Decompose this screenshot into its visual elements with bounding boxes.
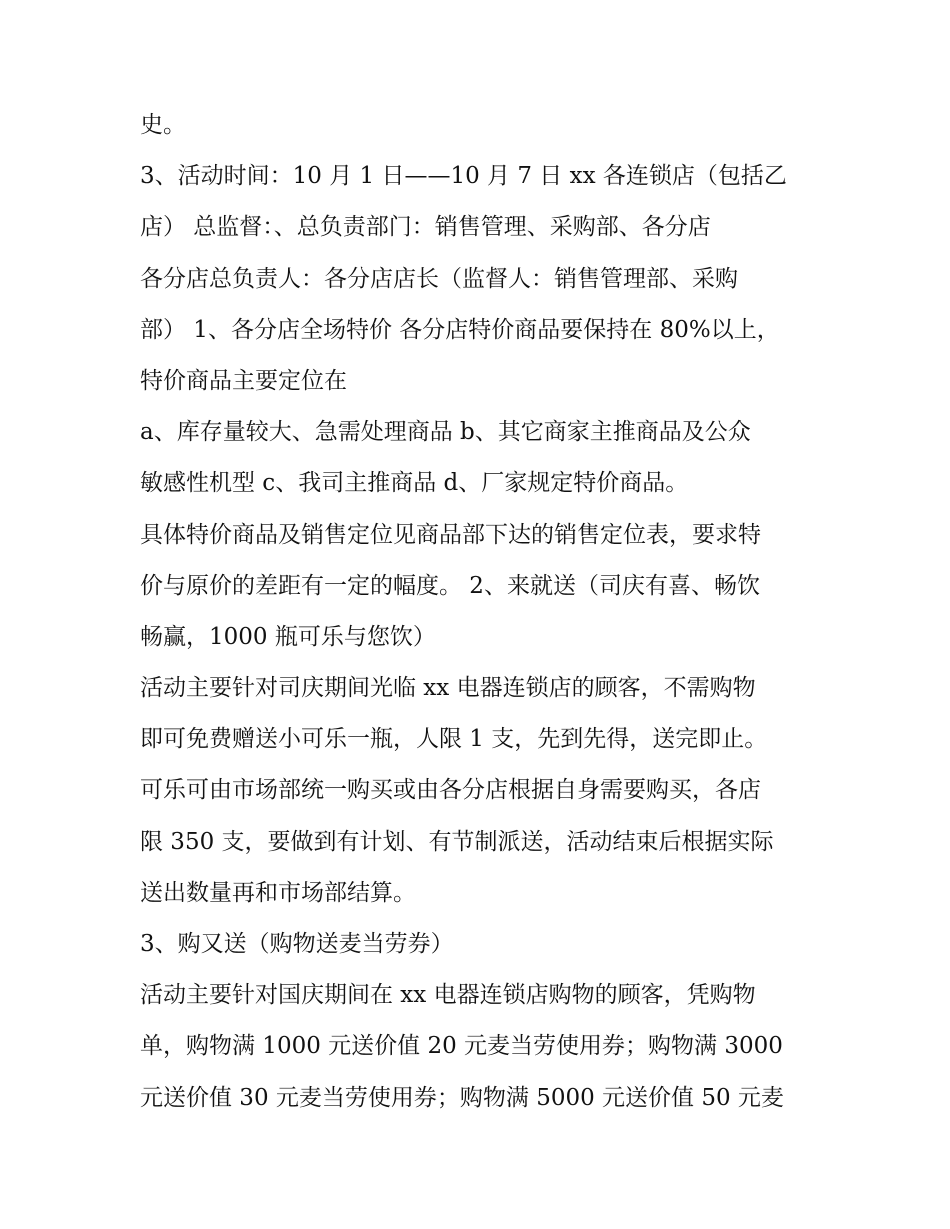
text-line: 单，购物满 1000 元送价值 20 元麦当劳使用券；购物满 3000 bbox=[140, 1033, 783, 1060]
text-line: 可乐可由市场部统一购买或由各分店根据自身需要购买，各店 bbox=[140, 777, 761, 804]
text-line: 送出数量再和市场部结算。 bbox=[140, 879, 416, 906]
text-line: 特价商品主要定位在 bbox=[140, 367, 347, 394]
text-line: 3、购又送（购物送麦当劳券） bbox=[140, 931, 454, 957]
text-line: a、库存量较大、急需处理商品 b、其它商家主推商品及公众 bbox=[140, 419, 751, 446]
text-line: 价与原价的差距有一定的幅度。 2、来就送（司庆有喜、畅饮 bbox=[140, 572, 760, 599]
text-line: 史。 bbox=[140, 112, 186, 138]
text-line: 元送价值 30 元麦当劳使用券；购物满 5000 元送价值 50 元麦 bbox=[140, 1084, 784, 1111]
text-line: 即可免费赠送小可乐一瓶，人限 1 支，先到先得，送完即止。 bbox=[140, 726, 768, 753]
text-line: 3、活动时间：10 月 1 日——10 月 7 日 xx 各连锁店（包括乙 bbox=[140, 163, 787, 190]
text-line: 活动主要针对国庆期间在 xx 电器连锁店购物的顾客，凭购物 bbox=[140, 982, 756, 1009]
text-line: 限 350 支，要做到有计划、有节制派送，活动结束后根据实际 bbox=[140, 828, 774, 855]
text-line: 部） 1、各分店全场特价 各分店特价商品要保持在 80%以上， bbox=[140, 316, 780, 343]
text-line: 店） 总监督：、总负责部门：销售管理、采购部、各分店 bbox=[140, 214, 711, 241]
text-line: 各分店总负责人：各分店店长（监督人：销售管理部、采购 bbox=[140, 265, 738, 292]
document-body bbox=[140, 100, 830, 1124]
text-line: 畅赢，1000 瓶可乐与您饮） bbox=[140, 623, 436, 650]
text-line: 敏感性机型 c、我司主推商品 d、厂家规定特价商品。 bbox=[140, 470, 689, 497]
text-line: 具体特价商品及销售定位见商品部下达的销售定位表，要求特 bbox=[140, 521, 761, 548]
text-line: 活动主要针对司庆期间光临 xx 电器连锁店的顾客，不需购物 bbox=[140, 675, 756, 702]
